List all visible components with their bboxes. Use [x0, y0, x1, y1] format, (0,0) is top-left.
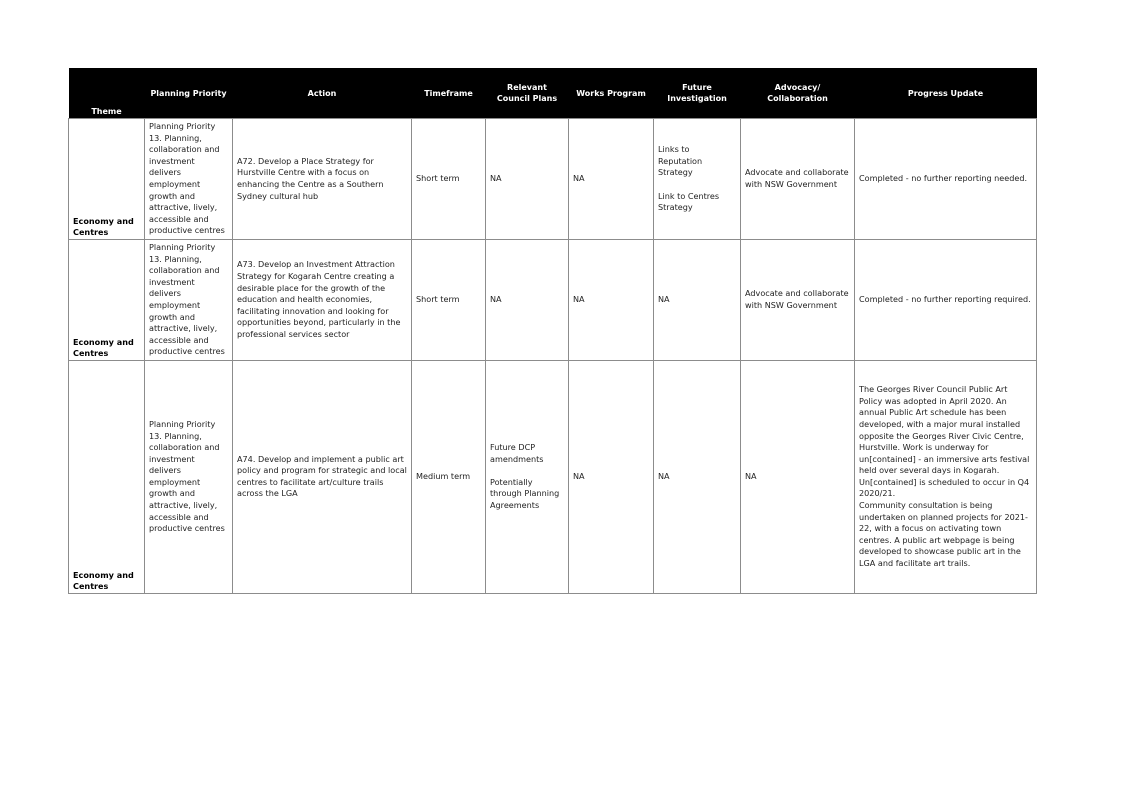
cell-relevant-council-plans: NA	[486, 239, 569, 360]
cell-timeframe: Short term	[412, 119, 486, 240]
cell-timeframe: Short term	[412, 239, 486, 360]
cell-advocacy-collaboration: Advocate and collaborate with NSW Government	[741, 119, 855, 240]
progress-update-text: The Georges River Council Public Art Policy was adopted in April 2020. An annual Public Art schedule has been developed, with a major mural installed opposite the Georges River Civic Centre, Hurstville. Work is underway for un[contained] - an immersive arts festival held over several days in Kogarah. Un[contained] is scheduled to occur in Q4 2020/21. Community consultation is being undertaken on planned projects for 2021-22, with a focus on activating town centres. A public art webpage is being developed to showcase public art in the LGA and facilitate art trails.	[859, 384, 1030, 569]
cell-future-investigation: NA	[654, 360, 741, 593]
future-investigation-text: Links to Reputation Strategy Link to Centres Strategy	[658, 144, 720, 213]
header-works-program: Works Program	[569, 68, 654, 119]
table-header-row	[69, 68, 1037, 119]
cell-advocacy-collaboration: Advocate and collaborate with NSW Government	[741, 239, 855, 360]
header-action: Action	[233, 68, 412, 119]
cell-planning-priority: Planning Priority 13. Planning, collaboration and investment delivers employment growth and attractive, lively, accessible and productive centres	[145, 360, 233, 593]
relevant-council-plans-text: Future DCP amendments Potentially through Planning Agreements	[490, 442, 560, 511]
cell-action: A74. Develop and implement a public art policy and program for strategic and local centres to facilitate art/culture trails across the LGA	[233, 360, 412, 593]
header-future-investigation: Future Investigation	[654, 68, 741, 119]
cell-planning-priority: Planning Priority 13. Planning, collaboration and investment delivers employment growth and attractive, lively, accessible and productive centres	[145, 239, 233, 360]
header-timeframe: Timeframe	[412, 68, 486, 119]
header-progress-update: Progress Update	[855, 68, 1037, 119]
cell-future-investigation	[654, 119, 741, 240]
table-row	[69, 119, 1037, 240]
cell-timeframe: Medium term	[412, 360, 486, 593]
header-planning-priority: Planning Priority	[145, 68, 233, 119]
cell-works-program: NA	[569, 360, 654, 593]
cell-progress-update: Completed - no further reporting needed.	[855, 119, 1037, 240]
cell-progress-update	[855, 360, 1037, 593]
cell-works-program: NA	[569, 239, 654, 360]
cell-relevant-council-plans: NA	[486, 119, 569, 240]
cell-action: A73. Develop an Investment Attraction Strategy for Kogarah Centre creating a desirable place for the growth of the education and health economies, facilitating innovation and looking for opportunities beyond, particularly in the professional services sector	[233, 239, 412, 360]
table-row	[69, 360, 1037, 593]
header-theme: Theme	[69, 68, 145, 119]
table-row	[69, 239, 1037, 360]
cell-theme: Economy and Centres	[69, 119, 145, 240]
cell-works-program: NA	[569, 119, 654, 240]
progress-table	[68, 68, 1037, 594]
cell-advocacy-collaboration: NA	[741, 360, 855, 593]
cell-relevant-council-plans	[486, 360, 569, 593]
cell-planning-priority: Planning Priority 13. Planning, collaboration and investment delivers employment growth and attractive, lively, accessible and productive centres	[145, 119, 233, 240]
cell-theme: Economy and Centres	[69, 239, 145, 360]
cell-progress-update: Completed - no further reporting required.	[855, 239, 1037, 360]
header-advocacy-collaboration: Advocacy/ Collaboration	[741, 68, 855, 119]
header-relevant-council-plans: Relevant Council Plans	[486, 68, 569, 119]
cell-theme: Economy and Centres	[69, 360, 145, 593]
cell-future-investigation: NA	[654, 239, 741, 360]
cell-action: A72. Develop a Place Strategy for Hurstville Centre with a focus on enhancing the Centre as a Southern Sydney cultural hub	[233, 119, 412, 240]
